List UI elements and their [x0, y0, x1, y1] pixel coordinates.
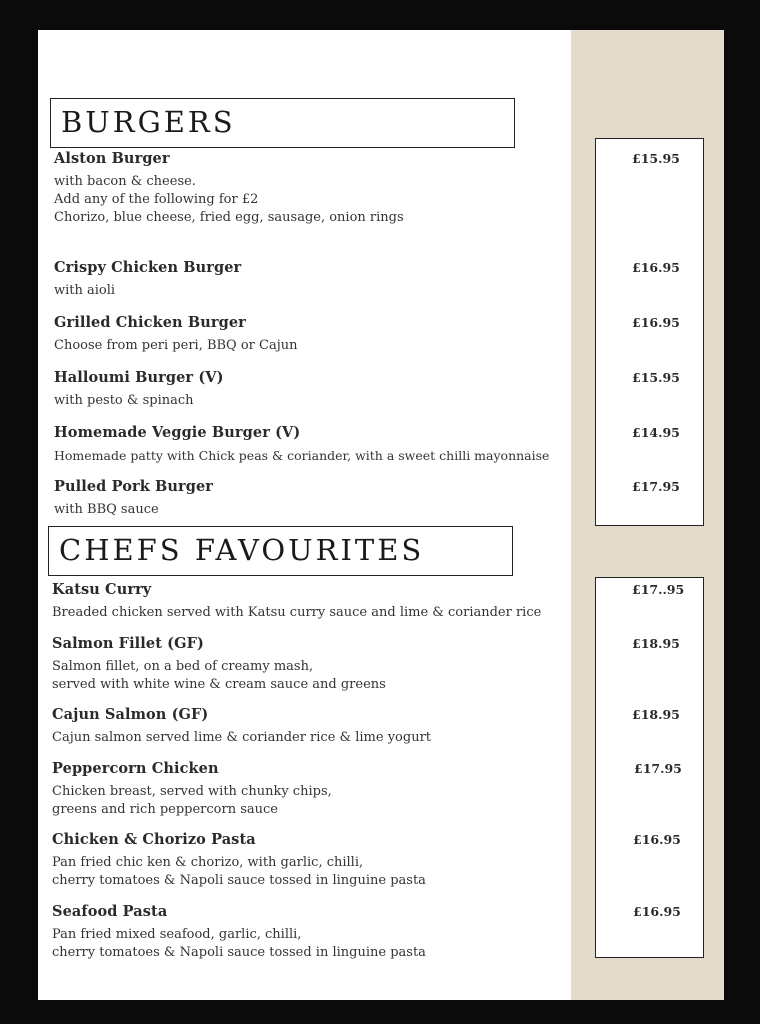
menu-page: [38, 30, 724, 1000]
item-price: £18.95: [632, 636, 680, 651]
menu-item: [54, 424, 579, 465]
item-name: Peppercorn Chicken: [52, 760, 219, 777]
item-description: with aioli: [54, 283, 116, 298]
item-description: Pan fried chic ken & chorizo, with garlic, chilli, cherry tomatoes & Napoli sauce tossed in linguine pasta: [52, 855, 426, 888]
item-price: £17.95: [634, 761, 682, 776]
item-name: Crispy Chicken Burger: [54, 259, 242, 276]
item-price: £16.95: [633, 904, 681, 919]
item-price: £16.95: [632, 260, 680, 275]
item-price: £16.95: [633, 832, 681, 847]
menu-item: [52, 635, 572, 694]
item-description: with bacon & cheese. Add any of the following for £2 Chorizo, blue cheese, fried egg, sausage, onion rings: [54, 174, 404, 225]
item-name: Alston Burger: [54, 150, 170, 167]
item-description: Salmon fillet, on a bed of creamy mash, served with white wine & cream sauce and greens: [52, 659, 386, 692]
item-name: Grilled Chicken Burger: [54, 314, 246, 331]
menu-item: [54, 478, 574, 519]
item-name: Halloumi Burger (V): [54, 369, 224, 386]
item-price: £18.95: [632, 707, 680, 722]
item-name: Pulled Pork Burger: [54, 478, 214, 495]
item-name: Homemade Veggie Burger (V): [54, 424, 301, 441]
item-name: Chicken & Chorizo Pasta: [52, 831, 256, 848]
item-price: £16.95: [632, 315, 680, 330]
item-price: £15.95: [632, 151, 680, 166]
section-title-chefs-favourites: CHEFS FAVOURITES: [48, 526, 513, 576]
item-description: Chicken breast, served with chunky chips, greens and rich peppercorn sauce: [52, 784, 332, 817]
item-name: Seafood Pasta: [52, 903, 168, 920]
item-name: Salmon Fillet (GF): [52, 635, 204, 652]
item-description: Breaded chicken served with Katsu curry sauce and lime & coriander rice: [52, 605, 542, 620]
item-price: £15.95: [632, 370, 680, 385]
burgers-price-box: [595, 138, 704, 526]
item-name: Katsu Curry: [52, 581, 152, 598]
item-description: Cajun salmon served lime & coriander rice & lime yogurt: [52, 730, 432, 745]
menu-item: [54, 150, 574, 227]
menu-item: [52, 706, 572, 747]
item-price: £14.95: [632, 425, 680, 440]
menu-item: [52, 831, 572, 890]
item-description: Homemade patty with Chick peas & coriander, with a sweet chilli mayonnaise: [54, 448, 550, 463]
menu-item: [52, 581, 572, 622]
menu-item: [54, 369, 574, 410]
item-description: Pan fried mixed seafood, garlic, chilli, cherry tomatoes & Napoli sauce tossed in linguine pasta: [52, 927, 426, 960]
item-description: Choose from peri peri, BBQ or Cajun: [54, 338, 298, 353]
item-description: with pesto & spinach: [54, 393, 194, 408]
menu-item: [52, 903, 572, 962]
menu-item: [54, 314, 574, 355]
menu-item: [54, 259, 574, 300]
item-price: £17..95: [632, 582, 685, 597]
item-description: with BBQ sauce: [54, 502, 159, 517]
menu-item: [52, 760, 572, 819]
item-price: £17.95: [632, 479, 680, 494]
section-title-burgers: BURGERS: [50, 98, 515, 148]
item-name: Cajun Salmon (GF): [52, 706, 209, 723]
